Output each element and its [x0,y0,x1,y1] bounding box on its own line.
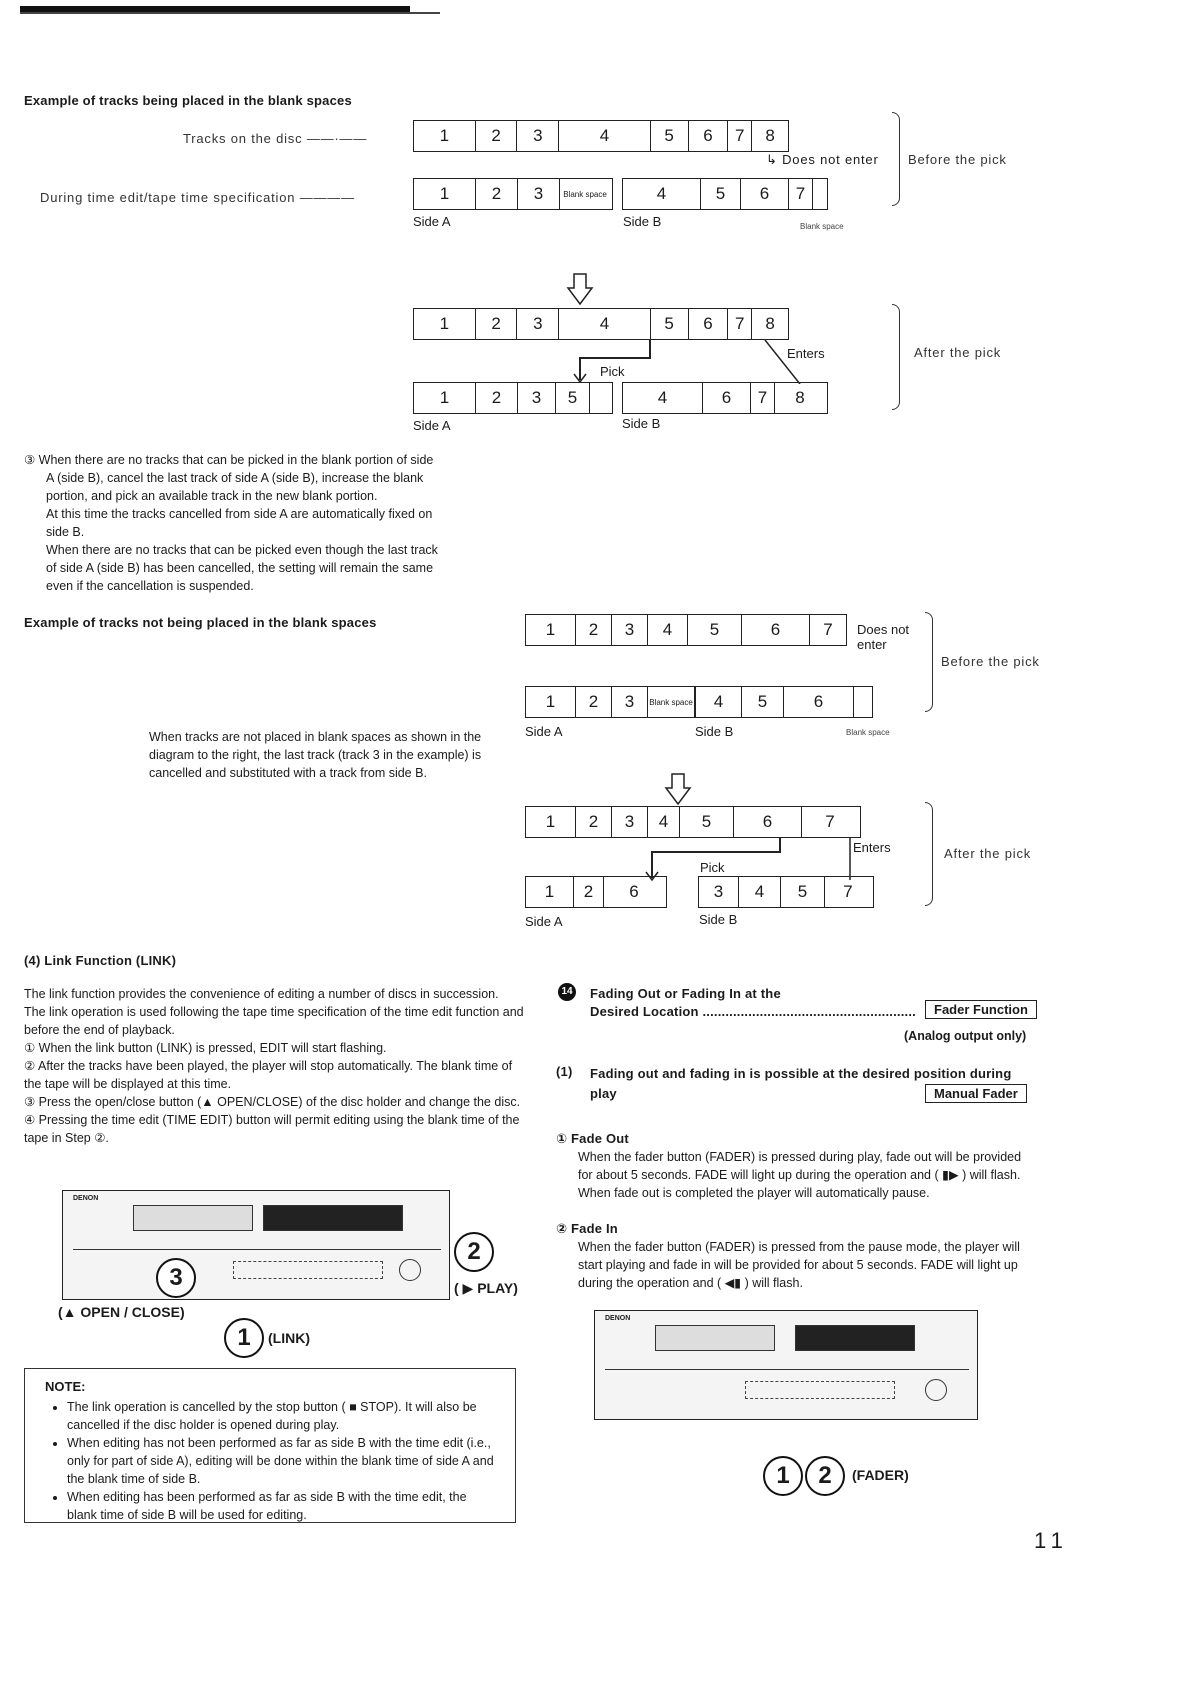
link-step: ④ Pressing the time edit (TIME EDIT) button will permit editing using the blank time of the tape in Step ②. [24,1113,520,1145]
np-does-not-enter: Does not enter [857,622,910,652]
track-cell: 3 [517,309,559,339]
side-b-label: Side B [623,214,662,229]
track-cell: 3 [517,121,559,151]
track-cell: 1 [414,309,476,339]
example-placed-title: Example of tracks being placed in the blank spaces [24,93,352,108]
track-cell: 1 [526,687,576,717]
track-cell: 2 [576,615,612,645]
text-line: portion, and pick an available track in the new blank portion. [46,489,378,503]
np-after-side-b [698,876,874,908]
track-cell: 3 [612,687,648,717]
label-tracks-on-disc: Tracks on the disc ——·—— [183,131,368,146]
np-before-side-a [525,686,695,718]
track-cell: 6 [784,687,854,717]
track-cell: 6 [689,309,729,339]
note-item: • When editing has been performed as far as side B with the time edit, the blank time of side B will be used for editing. [67,1488,499,1524]
text-line: even if the cancellation is suspended. [46,579,254,593]
track-cell: 5 [651,121,689,151]
text-line: A (side B), cancel the last track of side A (side B), increase the blank [46,471,424,485]
down-arrow-icon [566,272,594,306]
track-cell: 1 [414,179,476,209]
track-cell: 7 [823,620,833,639]
text-line: When there are no tracks that can be picked even though the last track [46,543,438,557]
callout-3: 3 [156,1258,196,1298]
track-cell: 3 [612,615,648,645]
np-after-row [525,806,861,838]
track-cell: 3 [612,807,648,837]
np-before-row [525,614,847,646]
link-heading: (4) Link Function (LINK) [24,953,177,968]
track-cell: 2 [476,179,518,209]
after-pick-label: After the pick [914,345,1002,360]
divider [605,1369,969,1370]
np-before-side-b [695,686,873,718]
track-cell: 8 [765,314,775,333]
track-cell: 5 [742,687,784,717]
track-cell [854,687,870,717]
track-cell: 3 [699,877,739,907]
note-item: • When editing has not been performed as far as side B with the time edit (i.e., only for part of side A), editing will be done within the blank time of side A and the blank time of side B. [67,1434,499,1488]
track-cell: 2 [476,121,518,151]
manual-fader-box: Manual Fader [925,1084,1027,1103]
fade-out-title: ① Fade Out [556,1131,629,1146]
button-panel [233,1261,383,1279]
track-cell: 4 [623,179,701,209]
track-cell: 1 [526,615,576,645]
text-line: ③ When there are no tracks that can be picked in the blank portion of side [24,453,434,467]
down-arrow-icon [664,772,692,806]
side-b-label-2: Side B [622,416,661,431]
track-cell: 1 [414,383,476,413]
track-cell: 6 [689,121,729,151]
track-cell: 1 [414,121,476,151]
np-side-b-label-2: Side B [699,912,738,927]
example-not-placed-title: Example of tracks not being placed in the blank spaces [24,615,377,630]
track-cell: 5 [680,807,734,837]
np-bracket-after [925,802,933,906]
track-cell: 6 [629,882,639,901]
disc-tray [133,1205,253,1231]
sub1-text: Fading out and fading in is possible at the desired position during play [590,1066,1012,1101]
np-enters-label: Enters [853,840,891,855]
before-row-1 [413,120,789,152]
fade-in-title: ② Fade In [556,1221,618,1236]
np-side-a-label: Side A [525,724,563,739]
fading-title-1: Fading Out or Fading In at the [590,986,781,1001]
side-a-label-2: Side A [413,418,451,433]
link-step: ② After the tracks have been played, the player will stop automatically. The blank time of the tape will be displayed at this time. [24,1059,513,1091]
section-14-badge: 14 [558,983,576,1001]
before-pick-label: Before the pick [908,152,1007,167]
track-cell: 4 [696,687,742,717]
track-cell: 7 [843,882,853,901]
np-side-a-label-2: Side A [525,914,563,929]
cd-player-illustration [62,1190,450,1300]
open-close-label: (▲ OPEN / CLOSE) [58,1304,185,1320]
track-cell: 7 [825,812,835,831]
after-side-a-row [413,382,613,414]
display-panel [795,1325,915,1351]
track-cell: 6 [742,615,810,645]
blank-space-label: Blank space [800,222,844,231]
play-label: ( ▶ PLAY) [454,1280,518,1296]
track-cell: 5 [651,309,689,339]
track-cell: 7 [728,121,752,151]
link-label: (LINK) [268,1330,310,1346]
text-line: of side A (side B) has been cancelled, the setting will remain the same [46,561,434,575]
step3-paragraph [24,451,524,595]
cd-player-illustration-2 [594,1310,978,1420]
before-side-a-row [413,178,613,210]
enters-label-1: Enters [787,346,825,361]
track-cell: 8 [765,126,775,145]
volume-knob [399,1259,421,1281]
np-before-pick-label: Before the pick [941,654,1040,669]
bracket-after [892,304,900,410]
volume-knob [925,1379,947,1401]
np-blank-space-label: Blank space [846,728,890,737]
track-cell: 4 [559,121,651,151]
link-step: ① When the link button (LINK) is pressed, EDIT will start flashing. [24,1041,387,1055]
callout-1: 1 [224,1318,264,1358]
track-cell: 4 [623,383,703,413]
fade-out-text: When the fader button (FADER) is pressed during play, fade out will be provided for about 5 seconds. FADE will light up during the operation and ( ▮▶ ) will flash. When fade out is completed the player will automatically pause. [578,1150,1022,1200]
track-cell [590,383,610,413]
after-row-1 [413,308,789,340]
blank-space-cell: Blank space [649,697,693,707]
fading-title-2: Desired Location ........................................................ [590,1004,916,1019]
track-cell: 6 [741,179,789,209]
callout-2: 2 [454,1232,494,1272]
np-after-side-a [525,876,667,908]
callout-fader-1: 1 [763,1456,803,1496]
disc-tray [655,1325,775,1351]
note-title: NOTE: [45,1379,86,1394]
track-cell: 4 [559,309,651,339]
track-cell: 1 [526,807,576,837]
display-panel [263,1205,403,1231]
track-cell: 5 [781,877,825,907]
track-cell: 4 [739,877,781,907]
top-rule-thin [20,12,440,14]
brand-logo: DENON [605,1315,631,1322]
track-cell: 2 [576,807,612,837]
label-during-edit: During time edit/tape time specification ———— [40,190,355,205]
blank-space-cell: Blank space [563,189,607,199]
track-cell: 4 [648,615,688,645]
link-step: ③ Press the open/close button (▲ OPEN/CLOSE) of the disc holder and change the disc. [24,1095,521,1109]
track-cell: 2 [574,877,604,907]
text-line: The link operation is used following the tape time specification of the time edit function and before the end of playback. [24,1005,524,1037]
bracket-before [892,112,900,206]
text-line: At this time the tracks cancelled from side A are automatically fixed on [46,507,433,521]
track-cell: 6 [734,807,802,837]
np-pick-label: Pick [700,860,725,875]
np-side-b-label: Side B [695,724,734,739]
np-bracket-before [925,612,933,712]
page-number: 11 [1034,1528,1069,1553]
brand-logo: DENON [73,1195,99,1202]
button-panel [745,1381,895,1399]
divider [73,1249,441,1250]
track-cell [813,179,825,209]
pick-enter-lines [560,340,820,384]
fader-label: (FADER) [852,1467,909,1483]
analog-only: (Analog output only) [904,1029,1027,1043]
callout-fader-2: 2 [805,1456,845,1496]
pick-label-1: Pick [600,364,625,379]
note-item: • The link operation is cancelled by the stop button ( ■ STOP). It will also be cancelled if the disc holder is opened during play. [67,1398,499,1434]
track-cell: 5 [688,615,742,645]
track-cell: 7 [751,383,775,413]
track-cell: 7 [728,309,752,339]
text-line: side B. [46,525,85,539]
track-cell: 1 [526,877,574,907]
fade-in-text: When the fader button (FADER) is pressed from the pause mode, the player will start playing and fade in will be provided for about 5 seconds. FADE will light up during the operation and ( ◀▮ ) will flash. [578,1240,1020,1290]
sub1-num: (1) [556,1064,573,1079]
link-paragraph [24,985,524,1147]
track-cell: 3 [518,179,560,209]
track-cell: 3 [518,383,556,413]
track-cell: 2 [476,383,518,413]
track-cell: 2 [576,687,612,717]
fader-function-box: Fader Function [925,1000,1037,1019]
before-side-b-row [622,178,828,210]
track-cell: 7 [789,179,813,209]
np-after-pick-label: After the pick [944,846,1032,861]
side-a-label: Side A [413,214,451,229]
track-cell: 4 [648,807,680,837]
does-not-enter-1: ↳ Does not enter [766,152,879,167]
not-placed-description: When tracks are not placed in blank spaces as shown in the diagram to the right, the last track (track 3 in the example) is cancelled and substituted with a track from side B. [149,730,482,780]
track-cell: 5 [556,383,590,413]
note-box [24,1368,516,1523]
track-cell: 8 [795,388,805,407]
after-side-b-row [622,382,828,414]
text-line: The link function provides the convenience of editing a number of discs in succession. [24,987,499,1001]
track-cell: 5 [701,179,741,209]
track-cell: 2 [476,309,518,339]
track-cell: 6 [703,383,751,413]
